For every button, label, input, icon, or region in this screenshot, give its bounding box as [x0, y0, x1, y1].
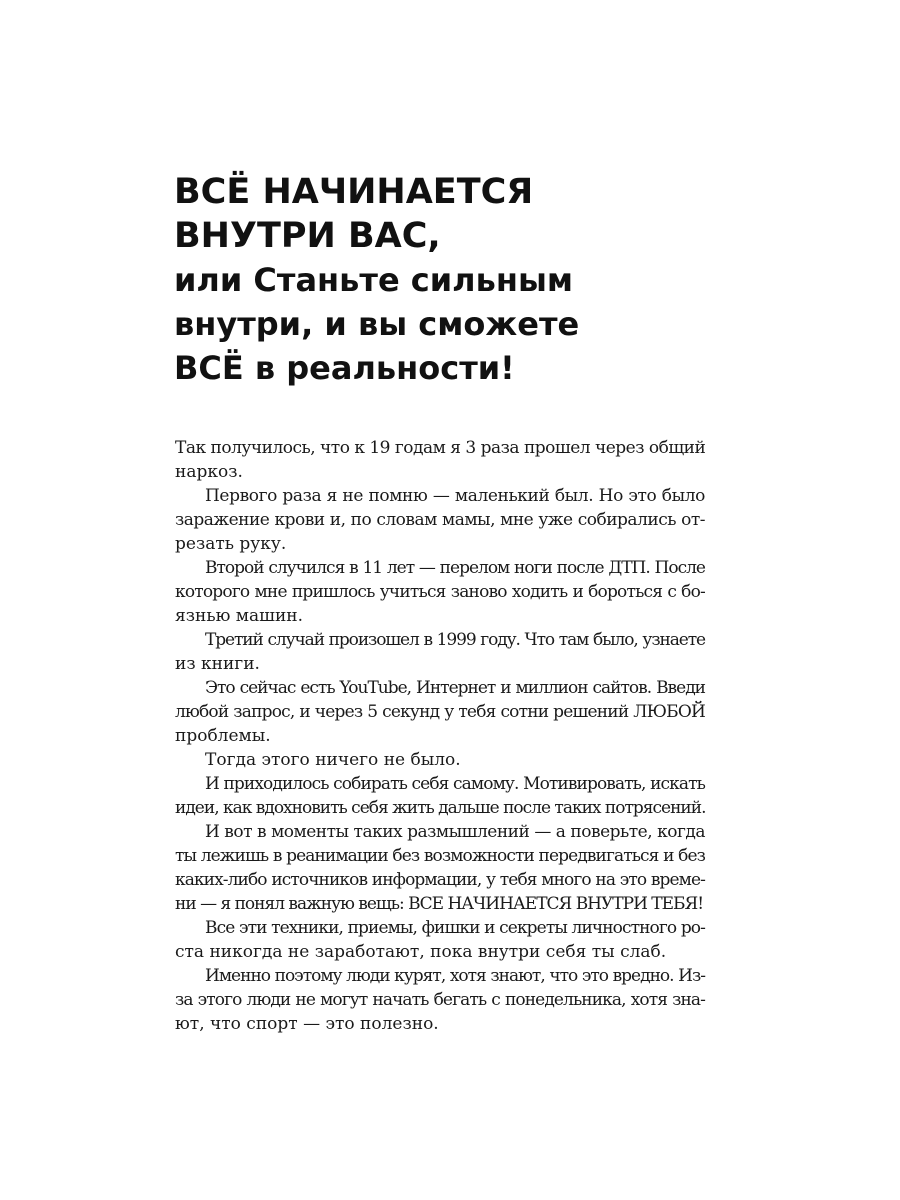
- text-line: Именно поэтому люди курят, хотя знают, что это вредно. Из-: [205, 966, 705, 986]
- text-line: Так получилось, что к 19 годам я 3 раза прошел через общий: [175, 438, 706, 458]
- text-line: проблемы.: [175, 726, 271, 746]
- text-line: ты лежишь в реанимации без возможности передвигаться и без: [175, 846, 705, 866]
- text-line: которого мне пришлось учиться заново ходить и бороться с бо-: [175, 582, 705, 602]
- text-line: язнью машин.: [175, 606, 304, 626]
- text-line: И приходилось собирать себя самому. Мотивировать, искать: [205, 774, 705, 794]
- heading-line: внутри, и вы сможете: [174, 305, 580, 343]
- text-line: наркоз.: [175, 462, 243, 482]
- text-line: Третий случай произошел в 1999 году. Что там было, узнаете: [205, 630, 705, 650]
- text-line: ста никогда не заработают, пока внутри себя ты слаб.: [175, 942, 667, 962]
- text-line: идеи, как вдохновить себя жить дальше после таких потрясений.: [175, 798, 706, 818]
- heading-line: ВСЁ НАЧИНАЕТСЯ: [174, 172, 534, 212]
- text-line: Все эти техники, приемы, фишки и секреты личностного ро-: [205, 918, 705, 938]
- text-line: из книги.: [175, 654, 260, 674]
- text-line: ют, что спорт — это полезно.: [175, 1014, 439, 1034]
- text-line: заражение крови и, по словам мамы, мне уже собирались от-: [175, 510, 705, 530]
- text-line: Это сейчас есть YouTube, Интернет и миллион сайтов. Введи: [205, 678, 705, 698]
- text-line: каких-либо источников информации, у тебя много на это време-: [175, 870, 705, 890]
- text-line: Первого раза я не помню — маленький был. Но это было: [205, 486, 705, 506]
- text-line: Тогда этого ничего не было.: [205, 750, 461, 770]
- text-line: за этого люди не могут начать бегать с понедельника, хотя зна-: [175, 990, 705, 1010]
- chapter-heading: [174, 170, 734, 390]
- heading-line: ВНУТРИ ВАС,: [174, 216, 441, 256]
- heading-line: или Станьте сильным: [174, 261, 574, 299]
- text-line: резать руку.: [175, 534, 287, 554]
- text-line: И вот в моменты таких размышлений — а поверьте, когда: [205, 822, 705, 842]
- text-line: ни — я понял важную вещь: ВСЕ НАЧИНАЕТСЯ ВНУТРИ ТЕБЯ!: [175, 894, 704, 914]
- body-text: [175, 436, 705, 1036]
- heading-line: ВСЁ в реальности!: [174, 349, 515, 387]
- text-line: Второй случился в 11 лет — перелом ноги после ДТП. После: [205, 558, 705, 578]
- text-line: любой запрос, и через 5 секунд у тебя сотни решений ЛЮБОЙ: [175, 702, 705, 722]
